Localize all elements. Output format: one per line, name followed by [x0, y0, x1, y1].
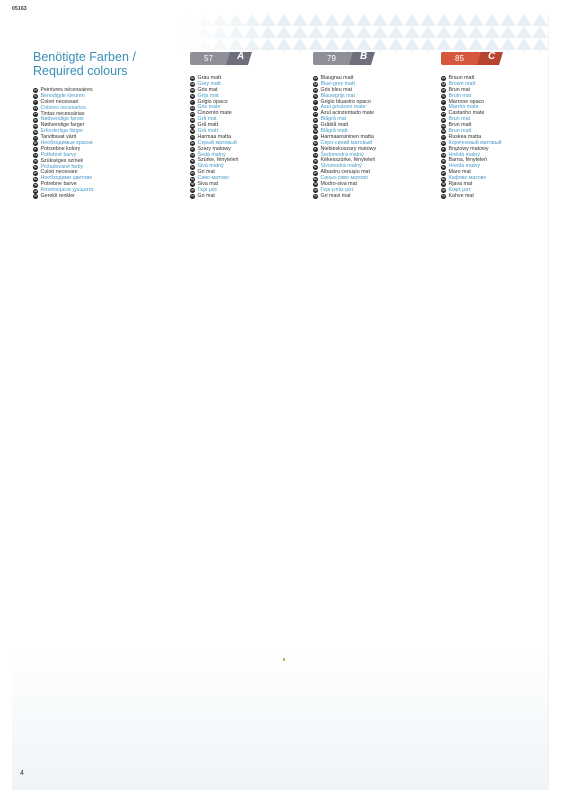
language-flag-icon: NO	[190, 124, 195, 128]
language-flag-icon: HU	[190, 159, 195, 163]
language-flag-icon: RO	[313, 171, 318, 175]
color-tag-c-letter: C	[488, 51, 496, 62]
list-item-text: Gris mate	[197, 104, 221, 111]
color-tag-a-flag	[190, 52, 254, 66]
list-item-text: Brun mat	[448, 116, 470, 123]
language-flag-icon: HR	[441, 183, 446, 187]
language-flag-icon: FR	[34, 89, 37, 93]
language-flag-icon: RU	[441, 142, 446, 146]
language-flag-icon: SK	[34, 166, 37, 170]
list-item-text: Απαιτούμενα χρώματα	[40, 187, 94, 194]
list-item-text: Кафяво матово	[448, 175, 487, 182]
list-item-text: Необходимые краски	[40, 140, 93, 147]
language-flag-icon: DK	[313, 118, 318, 122]
list-item-text: Nødvendige farver	[40, 116, 85, 123]
language-flag-icon: PL	[442, 148, 445, 152]
list-item-text: Brun mat	[448, 86, 470, 93]
list-item-text: Harmaa matta	[197, 133, 232, 140]
language-flag-icon: PT	[314, 112, 317, 116]
list-item-text: Nødvendige farger	[40, 122, 85, 129]
language-flag-icon: GB	[441, 83, 446, 87]
language-flag-icon: DK	[441, 118, 446, 122]
list-item-text: Необходими цветове	[40, 175, 93, 182]
language-flag-icon: ES	[314, 106, 317, 110]
language-flag-icon: NL	[314, 95, 317, 99]
list-item-text: Sivomodrá matný	[320, 163, 362, 170]
language-flag-icon: NL	[442, 95, 445, 99]
list-item-text: Brązowy matowy	[448, 145, 489, 152]
language-flag-icon: IT	[314, 101, 317, 104]
page-number: 4	[20, 770, 24, 777]
language-flag-icon: CZ	[442, 154, 445, 158]
list-item-text: Grijs mat	[197, 92, 219, 99]
list-item-text: Szükséges színek	[40, 157, 84, 164]
list-item-text: Gris mat	[197, 86, 218, 93]
language-flag-icon: HR	[190, 183, 195, 187]
language-flag-icon: PT	[442, 112, 445, 116]
language-flag-icon: ES	[442, 106, 445, 110]
list-item-text: Peintures nécessaires	[40, 87, 93, 93]
language-flag-icon: BG	[441, 177, 446, 181]
color-tag-b-number: 79	[327, 54, 336, 63]
list-item-text: Potřebné barvy	[40, 151, 77, 158]
language-flag-icon: GR	[441, 189, 446, 193]
page-title	[33, 50, 136, 78]
colour-85-list	[441, 76, 501, 200]
list-item-text: Brun matt	[448, 128, 472, 135]
list-item	[190, 194, 238, 200]
language-flag-icon: PL	[314, 148, 317, 152]
list-item-text: Blue-grey matt	[320, 80, 355, 87]
language-flag-icon: RU	[190, 142, 195, 146]
list-item-text: Синьо-сиво матово	[320, 175, 368, 182]
color-tag-b-flag	[313, 52, 377, 66]
color-tag-a-letter: A	[237, 51, 245, 62]
language-flag-icon: GR	[313, 189, 318, 193]
language-flag-icon: FR	[191, 89, 194, 93]
language-flag-icon: PL	[34, 148, 37, 152]
list-item-text: Gris bleu mat	[320, 86, 352, 93]
language-flag-icon: RU	[33, 142, 38, 146]
list-item-text: Albastru cenuşiu mat	[320, 169, 370, 176]
language-flag-icon: PT	[191, 112, 194, 116]
color-tag-a-number: 57	[204, 54, 213, 63]
list-item-text: Blågrå mat	[320, 116, 347, 123]
list-item-text: Kékesszürke, fényteleń	[320, 157, 376, 164]
triangle-pattern-decoration	[180, 14, 548, 52]
list-item-text: Kahve mat	[448, 192, 474, 199]
list-item-text: Marrone opaco	[448, 98, 485, 105]
list-item-text: Grigio opaco	[197, 98, 228, 105]
list-item-text: Grå matt	[197, 128, 219, 135]
list-item-text: Γκρι-μπλε ματ	[320, 186, 354, 193]
language-flag-icon: SK	[191, 165, 194, 169]
list-item-text: Καφέ ματ	[448, 186, 471, 193]
list-item-text: Azul acinzentado mate	[320, 110, 375, 117]
title-line-1: Benötigte Farben /	[33, 50, 136, 64]
list-item-text: Barna, fényteleń	[448, 157, 488, 164]
color-tag-c-flag	[441, 52, 505, 66]
language-flag-icon: SE	[442, 130, 445, 134]
list-item-text: Γκρι ματ	[197, 186, 217, 193]
list-item-text: Rjava mat	[448, 181, 473, 188]
language-flag-icon: GR	[33, 189, 38, 193]
list-item-text: Gerekli renkler	[40, 193, 75, 200]
language-flag-icon: GB	[190, 83, 195, 87]
list-item-text: Požadované farby	[40, 163, 84, 170]
language-flag-icon: TR	[314, 195, 317, 199]
language-flag-icon: NL	[191, 95, 194, 99]
language-flag-icon: DE	[313, 77, 318, 81]
language-flag-icon: NO	[33, 124, 38, 128]
list-item-text: Benodigde kleuren	[40, 92, 85, 99]
language-flag-icon: BG	[33, 177, 38, 181]
language-flag-icon: TR	[191, 195, 194, 199]
language-flag-icon: BG	[190, 177, 195, 181]
speck-mark	[283, 658, 285, 661]
language-flag-icon: SE	[191, 130, 194, 134]
language-flag-icon: TR	[442, 195, 445, 199]
list-item-text: Šedá matný	[197, 151, 226, 158]
language-flag-icon: RU	[313, 142, 318, 146]
language-flag-icon: HU	[33, 160, 38, 164]
language-flag-icon: SK	[442, 165, 445, 169]
list-item-text: Szary matowy	[197, 145, 231, 152]
list-item-text: Blågrå matt	[320, 128, 348, 135]
language-flag-icon: FI	[34, 136, 37, 140]
language-flag-icon: NO	[441, 124, 446, 128]
language-flag-icon: PT	[34, 113, 37, 116]
list-item-text: Blauwgrijs mat	[320, 92, 355, 99]
language-flag-icon: IT	[191, 101, 194, 104]
list-item-text: Šedomodrá matný	[320, 151, 364, 158]
language-flag-icon: HU	[313, 159, 318, 163]
colour-79-list	[313, 76, 376, 200]
color-tag-c-number: 85	[455, 54, 464, 63]
list-item-text: Grau matt	[197, 75, 222, 81]
language-flag-icon: HR	[313, 183, 318, 187]
list-item-text: Сиво матово	[197, 175, 229, 182]
list-item-text: Brown matt	[448, 80, 476, 87]
list-item-text: Tarvittavat värit	[40, 134, 77, 141]
list-item-text: Marrón mate	[448, 104, 479, 111]
list-item-text: Siva mat	[197, 181, 219, 188]
language-flag-icon: HR	[33, 183, 38, 187]
color-tag-b-letter: B	[360, 51, 368, 62]
list-item-text: Castanho mate	[448, 110, 485, 117]
language-flag-icon: DE	[190, 77, 195, 81]
list-item-text: Potrebne barve	[40, 181, 77, 188]
language-flag-icon: SE	[34, 130, 37, 134]
language-flag-icon: RO	[190, 171, 195, 175]
list-item-text: Gri mavi mat	[320, 192, 351, 199]
list-item-text: Grå mat	[197, 116, 217, 123]
list-item-text: Ruskea matta	[448, 133, 482, 140]
language-flag-icon: BG	[313, 177, 318, 181]
language-flag-icon: IT	[34, 101, 37, 105]
document-code: 05163	[12, 6, 27, 12]
list-item-text: Erforderliga färger	[40, 128, 84, 135]
list-item-text: Серый матовый	[197, 139, 237, 146]
list-item-text: Braun matt	[448, 75, 475, 81]
list-item	[313, 194, 376, 200]
language-flag-icon: NL	[34, 95, 37, 99]
list-item-text: Gri mat	[197, 192, 215, 199]
list-item-text: Grå matt	[197, 122, 219, 129]
colour-57-list	[190, 76, 238, 200]
list-item-text: Potrzebne kolory	[40, 145, 81, 152]
language-flag-icon: HU	[441, 159, 446, 163]
language-flag-icon: DE	[441, 77, 446, 81]
list-item-text: Tintas necessárias	[40, 110, 85, 117]
list-item-text: Серо-синий матовый	[320, 139, 373, 146]
language-flag-icon: FR	[314, 89, 317, 93]
list-item-text: Harmaansininen matta	[320, 133, 374, 140]
list-item-text: Grey matt	[197, 80, 221, 87]
language-flag-icon: PL	[191, 148, 194, 152]
list-item-text: Gri mat	[197, 169, 215, 176]
language-flag-icon: SK	[314, 165, 317, 169]
language-flag-icon: FI	[442, 136, 445, 140]
language-flag-icon: CZ	[314, 154, 317, 158]
list-item-text: Коричневый матовый	[448, 139, 502, 146]
language-flag-icon: CZ	[34, 154, 37, 158]
language-flag-icon: IT	[442, 101, 445, 104]
list-item-text: Modro-siva mat	[320, 181, 357, 188]
language-flag-icon: ES	[191, 106, 194, 110]
list-item-text: Szürke, fényteleń	[197, 157, 239, 164]
list-item-text: Blaugrau matt	[320, 75, 354, 81]
list-item-text: Cinzento mate	[197, 110, 232, 117]
language-flag-icon: NO	[313, 124, 318, 128]
list-item-text: Bruin mat	[448, 92, 472, 99]
list-item-text: Niebieskoszary matowy	[320, 145, 377, 152]
language-flag-icon: RO	[33, 171, 38, 175]
title-line-2: Required colours	[33, 64, 128, 78]
language-flag-icon: ES	[34, 107, 37, 111]
language-flag-icon: SE	[314, 130, 317, 134]
language-flag-icon: FR	[442, 89, 445, 93]
language-flag-icon: FI	[314, 136, 317, 140]
list-item-text: Brun matt	[448, 122, 472, 129]
list-item-text: Maro mat	[448, 169, 471, 176]
language-flag-icon: FI	[191, 136, 194, 140]
language-flag-icon: CZ	[191, 154, 194, 158]
list-item-text: Azul grisáceo mate	[320, 104, 366, 111]
language-flag-icon: TR	[34, 195, 37, 199]
list-item-text: Gråblå matt	[320, 122, 349, 129]
language-flag-icon: RO	[441, 171, 446, 175]
language-flag-icon: DK	[33, 118, 38, 122]
list-item	[33, 194, 93, 200]
language-flag-icon: GR	[190, 189, 195, 193]
list-item	[441, 194, 501, 200]
list-item-text: Hnedá matný	[448, 163, 481, 170]
list-item-text: Colores necesarios	[40, 104, 86, 111]
list-item-text: Hnědá matný	[448, 151, 481, 158]
list-item-text: Sivá matný	[197, 163, 224, 170]
language-flag-icon: GB	[313, 83, 318, 87]
language-flag-icon: DK	[190, 118, 195, 122]
list-item-text: Colori necessari	[40, 98, 79, 105]
list-item-text: Culori necesare	[40, 169, 78, 176]
required-colours-list	[33, 88, 93, 200]
list-item-text: Grigio bluastro opaco	[320, 98, 371, 105]
